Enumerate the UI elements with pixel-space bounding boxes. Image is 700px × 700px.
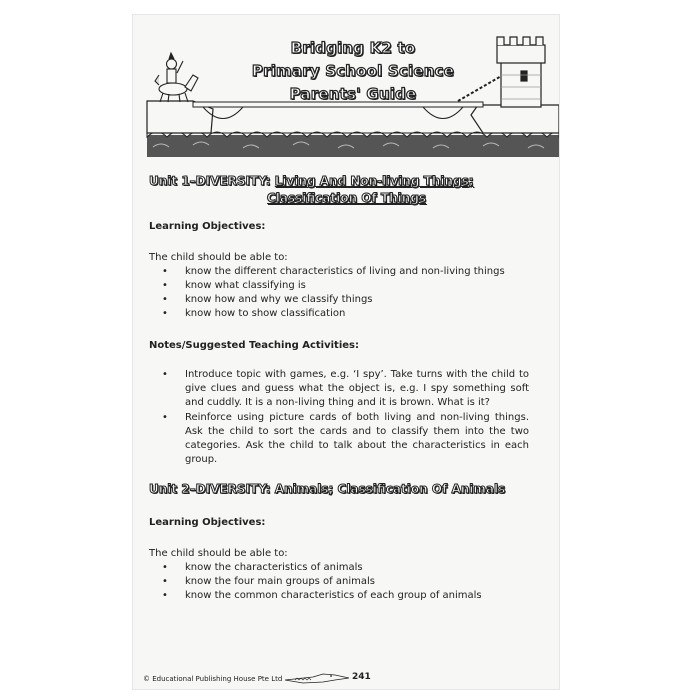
unit2-objectives-label: Learning Objectives: (149, 517, 266, 528)
unit1-activities-list (149, 368, 529, 467)
water-waves (147, 132, 559, 157)
unit2-objectives-list (149, 561, 549, 603)
guide-title-line-3: Parents' Guide (289, 85, 417, 103)
unit1-objectives-label: Learning Objectives: (149, 221, 266, 232)
list-item: • Reinforce using picture cards of both living and non-living things. Ask the child to sort the cards and to classify them into the two categories. Ask the child to talk about the characteristics in each group. (149, 411, 529, 468)
guide-title-line-2: Primary School Science (251, 62, 455, 80)
list-item: • know the different characteristics of living and non-living things (149, 265, 549, 279)
copyright-text: © Educational Publishing House Pte Ltd (143, 675, 283, 683)
castle-tower-icon (497, 37, 545, 107)
list-item: • know the common characteristics of each group of animals (149, 589, 549, 603)
unit1-heading-topic-line1: Living And Non-living Things; (274, 174, 474, 188)
list-item: • know the four main groups of animals (149, 575, 549, 589)
unit1-objectives-list (149, 265, 549, 321)
guide-title (233, 37, 473, 106)
unit2-intro: The child should be able to: (149, 548, 288, 559)
list-item: • Introduce topic with games, e.g. ‘I spy’. Take turns with the child to give clues and guess what the object is, e.g. I spy something soft and cuddly. It is a non-living thing and it is brown. What is it? (149, 368, 529, 411)
unit1-heading-line2 (267, 191, 426, 205)
unit1-heading-topic-line2: Classification Of Things (267, 191, 427, 205)
page-number: 241 (352, 672, 371, 682)
list-item: • know what classifying is (149, 279, 549, 293)
crocodile-icon (283, 671, 353, 685)
list-item: • know how and why we classify things (149, 293, 549, 307)
unit1-heading-prefix: Unit 1–DIVERSITY: (149, 174, 271, 188)
document-page (133, 15, 559, 689)
list-item: • know how to show classification (149, 307, 549, 321)
knight-on-horse-icon (155, 53, 198, 102)
right-cliff (471, 105, 559, 133)
unit1-notes-label: Notes/Suggested Teaching Activities: (149, 340, 359, 351)
list-item: • know the characteristics of animals (149, 561, 549, 575)
unit2-heading: Unit 2–DIVERSITY: Animals; Classification Of Animals (149, 482, 506, 496)
unit1-intro: The child should be able to: (149, 252, 288, 263)
unit1-heading-line1 (149, 174, 474, 188)
guide-title-line-1: Bridging K2 to (290, 39, 416, 57)
